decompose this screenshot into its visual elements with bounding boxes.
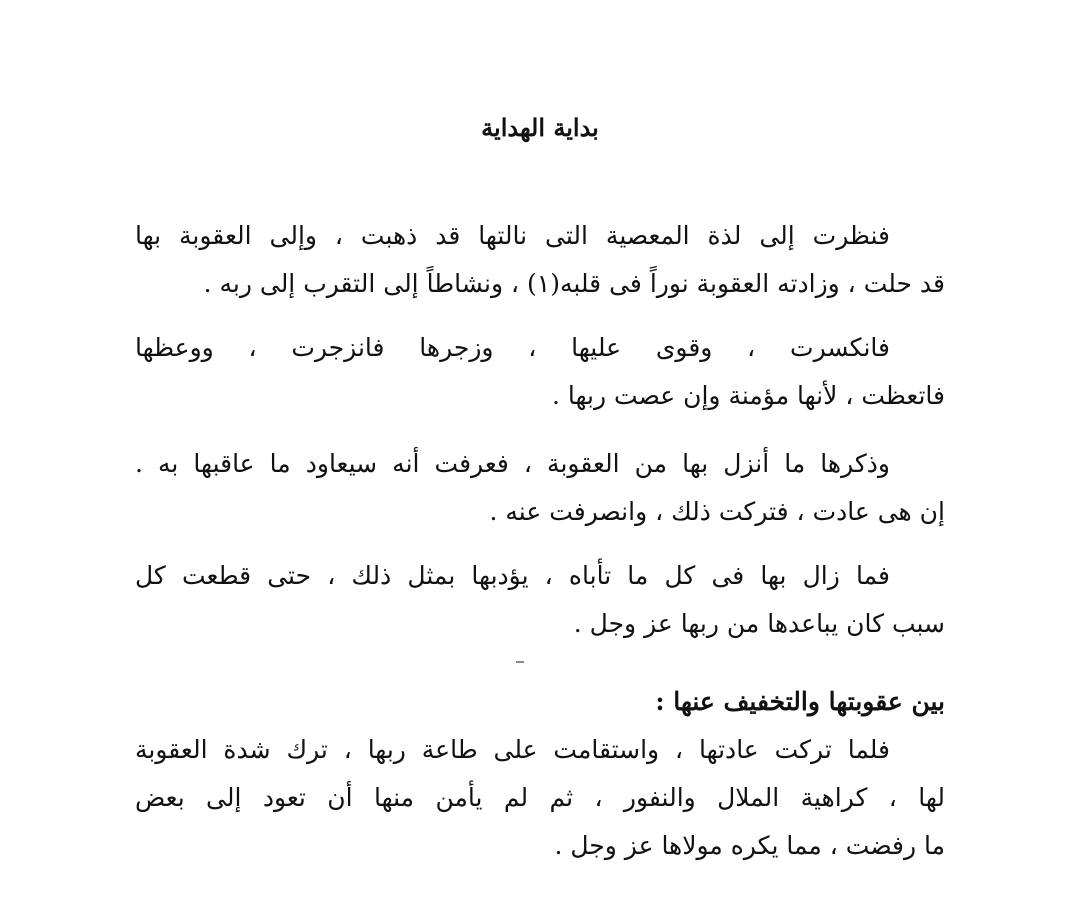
- paragraph-4: [135, 552, 945, 648]
- paragraph-line: وذكرها ما أنزل بها من العقوبة ، فعرفت أنه سيعاود ما عاقبها به .: [135, 449, 890, 478]
- section-heading: بين عقوبتها والتخفيف عنها :: [655, 687, 945, 716]
- paragraph-3: [135, 440, 945, 536]
- paragraph-line: فنظرت إلى لذة المعصية التى نالتها قد ذهبت ، وإلى العقوبة بها: [135, 221, 890, 250]
- paragraph-line: فاتعظت ، لأنها مؤمنة وإن عصت ربها .: [552, 381, 945, 410]
- print-speck: [516, 661, 524, 663]
- paragraph-line: سبب كان يباعدها من ربها عز وجل .: [573, 609, 945, 638]
- paragraph-line: فلما تركت عادتها ، واستقامت على طاعة ربها ، ترك شدة العقوبة: [135, 735, 890, 764]
- running-head: بداية الهداية: [481, 113, 599, 142]
- section-block: [135, 678, 945, 870]
- paragraph-line: فما زال بها فى كل ما تأباه ، يؤدبها بمثل ذلك ، حتى قطعت كل: [135, 561, 890, 590]
- paragraph-line: لها ، كراهية الملال والنفور ، ثم لم يأمن منها أن تعود إلى بعض: [135, 783, 945, 812]
- paragraph-line: فانكسرت ، وقوى عليها ، وزجرها فانزجرت ، ووعظها: [135, 333, 890, 362]
- paragraph-2: [135, 324, 945, 420]
- paragraph-1: [135, 212, 945, 308]
- paragraph-line: ما رفضت ، مما يكره مولاها عز وجل .: [554, 831, 945, 860]
- paragraph-line: قد حلت ، وزادته العقوبة نوراً فى قلبه(١) ، ونشاطاً إلى التقرب إلى ربه .: [203, 269, 945, 298]
- paragraph-line: إن هى عادت ، فتركت ذلك ، وانصرفت عنه .: [489, 497, 945, 526]
